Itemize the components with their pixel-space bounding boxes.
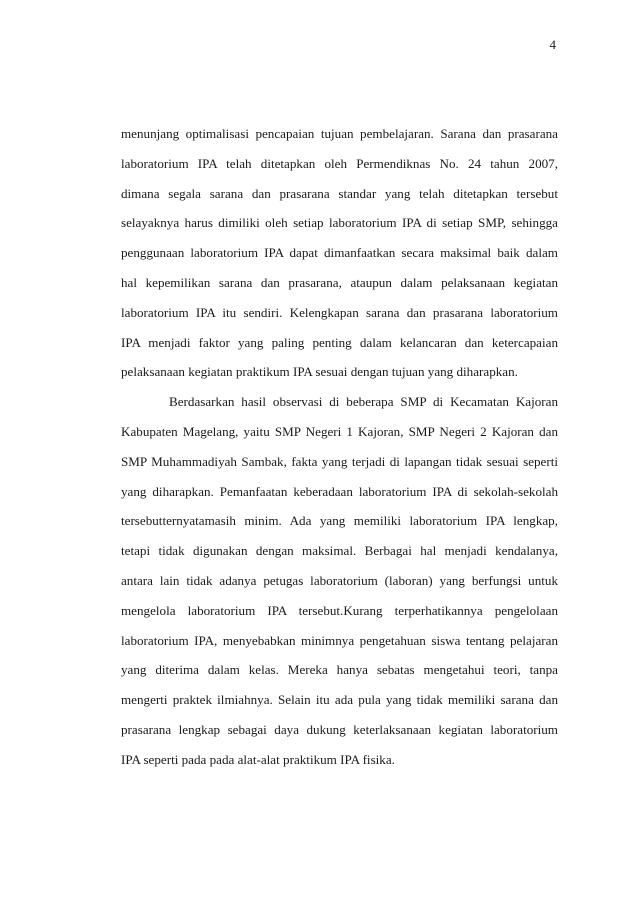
text-line: Berdasarkan hasil observasi di beberapa SMP di Kecamatan Kajoran [169, 394, 558, 410]
text-line: laboratorium IPA itu sendiri. Kelengkapan sarana dan prasarana laboratorium [121, 304, 558, 320]
text-line: laboratorium IPA, menyebabkan minimnya pengetahuan siswa tentang pelajaran [121, 632, 558, 648]
text-line: SMP Muhammadiyah Sambak, fakta yang terjadi di lapangan tidak sesuai seperti [121, 453, 558, 469]
text-line: IPA seperti pada pada alat-alat praktikum IPA fisika. [121, 751, 395, 767]
text-line: prasarana lengkap sebagai daya dukung keterlaksanaan kegiatan laboratorium [121, 721, 558, 737]
paragraph-1 [121, 119, 558, 387]
text-line: yang diharapkan. Pemanfaatan keberadaan laboratorium IPA di sekolah-sekolah [121, 483, 558, 499]
body-text [121, 119, 558, 775]
text-line: tetapi tidak digunakan dengan maksimal. Berbagai hal menjadi kendalanya, [121, 543, 558, 559]
text-line: mengerti praktek ilmiahnya. Selain itu ada pula yang tidak memiliki sarana dan [121, 692, 558, 708]
text-line: mengelola laboratorium IPA tersebut.Kurang terperhatikannya pengelolaan [121, 602, 558, 618]
text-line: antara lain tidak adanya petugas laboratorium (laboran) yang berfungsi untuk [121, 572, 558, 588]
text-line: IPA menjadi faktor yang paling penting dalam kelancaran dan ketercapaian [121, 334, 558, 350]
text-line: dimana segala sarana dan prasarana standar yang telah ditetapkan tersebut [121, 185, 558, 201]
text-line: selayaknya harus dimiliki oleh setiap laboratorium IPA di setiap SMP, sehingga [121, 215, 558, 231]
text-line: yang diterima dalam kelas. Mereka hanya sebatas mengetahui teori, tanpa [121, 662, 558, 678]
text-line: hal kepemilikan sarana dan prasarana, ataupun dalam pelaksanaan kegiatan [121, 274, 558, 290]
paragraph-2 [121, 387, 558, 774]
text-line: tersebutternyatamasih minim. Ada yang memiliki laboratorium IPA lengkap, [121, 513, 558, 529]
page-number: 4 [549, 37, 556, 52]
text-line: penggunaan laboratorium IPA dapat dimanfaatkan secara maksimal baik dalam [121, 245, 558, 261]
text-line: laboratorium IPA telah ditetapkan oleh Permendiknas No. 24 tahun 2007, [121, 155, 558, 171]
text-line: menunjang optimalisasi pencapaian tujuan pembelajaran. Sarana dan prasarana [121, 126, 558, 141]
text-line: Kabupaten Magelang, yaitu SMP Negeri 1 Kajoran, SMP Negeri 2 Kajoran dan [121, 423, 558, 439]
text-line: pelaksanaan kegiatan praktikum IPA sesuai dengan tujuan yang diharapkan. [121, 364, 518, 380]
